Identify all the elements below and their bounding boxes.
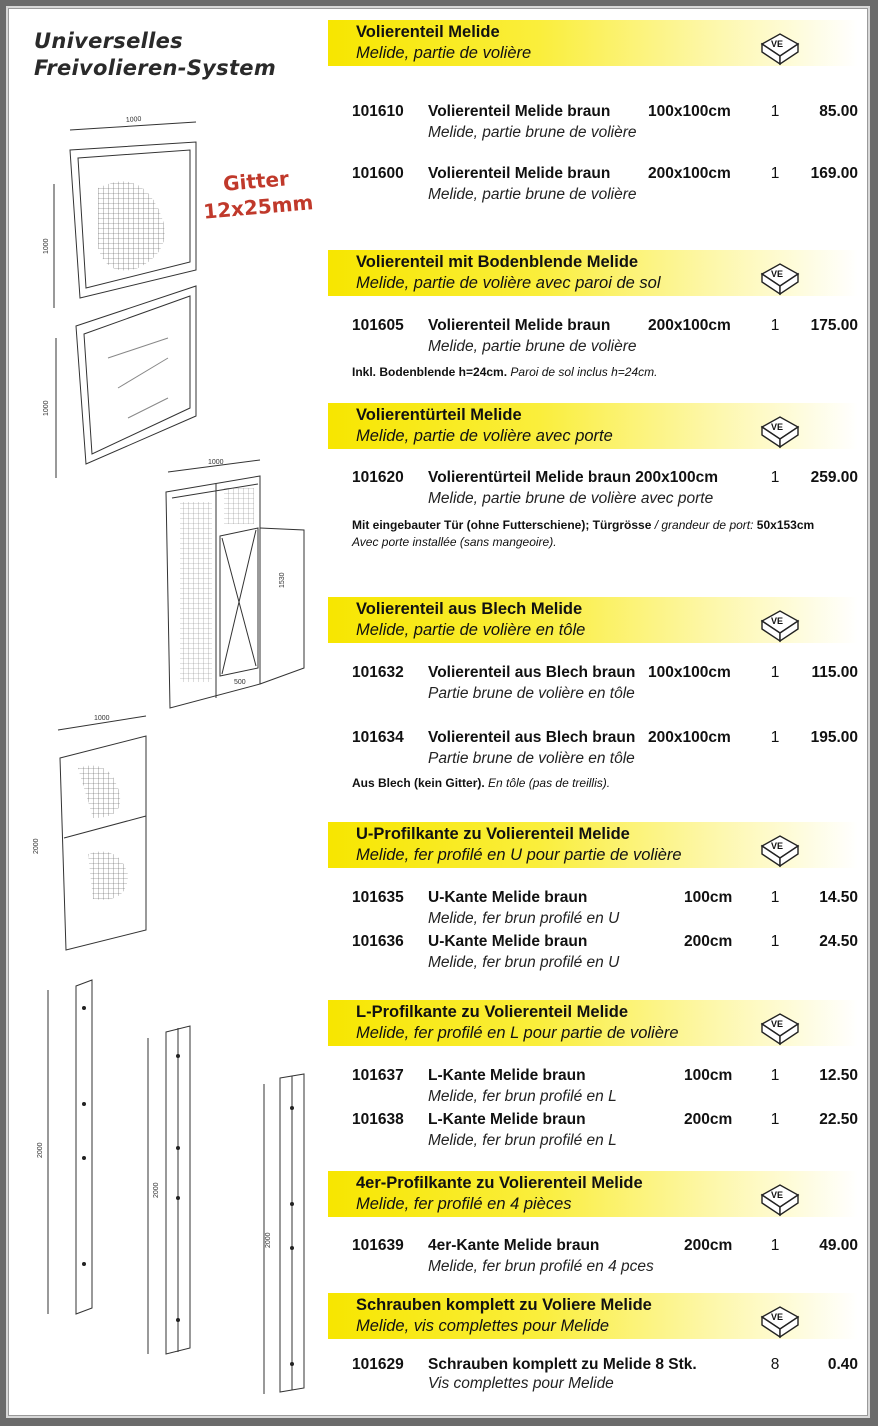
note-fr-2: Avec porte installée (sans mangeoire).	[352, 535, 557, 549]
product-size: 200x100cm	[648, 317, 731, 334]
product-description: L-Kante Melide braun	[428, 1111, 586, 1128]
svg-text:2000: 2000	[153, 1182, 160, 1198]
ve-package-icon	[758, 1303, 802, 1339]
article-number: 101629	[352, 1356, 404, 1373]
article-number: 101632	[352, 664, 404, 681]
ve-package-icon	[758, 1181, 802, 1217]
section-title-fr: Melide, vis complettes pour Melide	[356, 1317, 610, 1335]
article-number: 101605	[352, 317, 404, 334]
product-description-fr: Melide, fer brun profilé en 4 pces	[428, 1258, 654, 1275]
product-size: 100cm	[684, 889, 733, 906]
note-fr: / grandeur de port:	[654, 518, 754, 532]
product-description-fr: Melide, fer brun profilé en U	[428, 910, 620, 927]
product-description: Volierenteil Melide braun	[428, 103, 611, 120]
section-tuerteil	[328, 403, 858, 549]
product-price: 85.00	[819, 103, 858, 120]
product-qty: 1	[770, 317, 780, 334]
product-price: 169.00	[810, 165, 858, 182]
product-description-fr: Melide, partie brune de volière avec porte	[428, 490, 714, 507]
product-description: 4er-Kante Melide braun	[428, 1237, 600, 1254]
product-price: 22.50	[819, 1111, 858, 1128]
section-header	[328, 822, 858, 868]
product-qty: 1	[770, 889, 780, 906]
section-blech	[328, 597, 858, 790]
product-row	[328, 1067, 858, 1111]
svg-text:VE: VE	[771, 1312, 784, 1322]
section-title-de: Volierenteil mit Bodenblende Melide	[356, 253, 639, 271]
section-title-de: Schrauben komplett zu Voliere Melide	[356, 1296, 652, 1314]
ve-package-icon	[758, 1010, 802, 1046]
product-price: 0.40	[827, 1356, 858, 1373]
product-description-fr: Melide, partie brune de volière	[428, 338, 637, 355]
svg-text:VE: VE	[771, 841, 784, 851]
note-de: Inkl. Bodenblende h=24cm.	[352, 365, 508, 379]
product-row	[328, 933, 858, 977]
product-description-fr: Melide, fer brun profilé en L	[428, 1088, 617, 1105]
section-title-de: L-Profilkante zu Volierenteil Melide	[356, 1003, 628, 1021]
section-4er-profil	[328, 1171, 858, 1281]
article-number: 101610	[352, 103, 404, 120]
product-row	[328, 889, 858, 933]
svg-text:VE: VE	[771, 269, 784, 279]
product-qty: 1	[770, 103, 780, 120]
product-row	[328, 1237, 858, 1281]
note-fr: En tôle (pas de treillis).	[488, 776, 611, 790]
svg-text:500: 500	[234, 679, 246, 686]
section-title-de: U-Profilkante zu Volierenteil Melide	[356, 825, 630, 843]
note-de: Mit eingebauter Tür (ohne Futterschiene); Türgrösse	[352, 518, 652, 532]
section-bodenblende	[328, 250, 858, 379]
product-row	[328, 664, 858, 729]
section-title-de: Volierentürteil Melide	[356, 406, 522, 424]
panel-drawing-1	[43, 116, 196, 308]
product-description: Volierenteil Melide braun	[428, 317, 611, 334]
article-number: 101620	[352, 469, 404, 486]
product-size: 200x100cm	[648, 165, 731, 182]
product-description: U-Kante Melide braun	[428, 889, 588, 906]
article-number: 101600	[352, 165, 404, 182]
product-qty: 1	[770, 729, 780, 746]
section-note	[352, 517, 814, 534]
ve-package-icon	[758, 832, 802, 868]
panel-drawing-2	[43, 286, 196, 478]
svg-text:2000: 2000	[37, 1142, 44, 1158]
product-description: Volierentürteil Melide braun 200x100cm	[428, 469, 719, 486]
section-title-fr: Melide, fer profilé en U pour partie de volière	[356, 846, 682, 864]
product-price: 195.00	[810, 729, 858, 746]
product-row	[328, 165, 858, 209]
product-description-fr: Melide, partie brune de volière	[428, 186, 637, 203]
svg-text:VE: VE	[771, 616, 784, 626]
section-note	[352, 364, 657, 381]
svg-text:2000: 2000	[265, 1232, 272, 1248]
product-qty: 1	[770, 664, 780, 681]
section-title-fr: Melide, partie de volière avec paroi de sol	[356, 274, 661, 292]
product-row	[328, 469, 858, 513]
section-u-profil	[328, 822, 858, 977]
section-header	[328, 20, 858, 66]
brand-line-1: Universelles	[34, 29, 183, 53]
section-title-fr: Melide, fer profilé en L pour partie de volière	[356, 1024, 679, 1042]
section-title-de: Volierenteil Melide	[356, 23, 500, 41]
note-de: Aus Blech (kein Gitter).	[352, 776, 485, 790]
section-title-de: 4er-Profilkante zu Volierenteil Melide	[356, 1174, 643, 1192]
sheet-panel-drawing	[33, 715, 146, 950]
product-row	[328, 1356, 858, 1400]
profile-posts-drawing	[37, 980, 304, 1394]
product-size: 100x100cm	[648, 103, 731, 120]
product-description-fr: Partie brune de volière en tôle	[428, 750, 635, 767]
article-number: 101634	[352, 729, 404, 746]
product-price: 12.50	[819, 1067, 858, 1084]
section-title-de: Volierenteil aus Blech Melide	[356, 600, 583, 618]
product-size: 100cm	[684, 1067, 733, 1084]
section-header	[328, 1293, 858, 1339]
catalog-page	[6, 6, 870, 1418]
svg-text:VE: VE	[771, 39, 784, 49]
panel1-width-label: 1000	[125, 115, 142, 124]
product-size: 200cm	[684, 933, 733, 950]
product-row	[328, 1111, 858, 1155]
svg-text:1000: 1000	[43, 238, 50, 254]
svg-text:VE: VE	[771, 1190, 784, 1200]
product-qty: 1	[770, 469, 780, 486]
product-description-fr: Melide, fer brun profilé en U	[428, 954, 620, 971]
svg-text:1530: 1530	[279, 572, 286, 588]
section-note	[352, 775, 610, 792]
article-number: 101638	[352, 1111, 404, 1128]
product-price: 259.00	[810, 469, 858, 486]
section-header	[328, 1171, 858, 1217]
mesh-label: Gitter	[222, 166, 290, 196]
section-schrauben	[328, 1293, 858, 1400]
section-title-fr: Melide, partie de volière avec porte	[356, 427, 613, 445]
product-row	[328, 317, 858, 361]
section-header	[328, 403, 858, 449]
ve-package-icon	[758, 260, 802, 296]
product-price: 115.00	[811, 664, 858, 681]
product-size: 200x100cm	[648, 729, 731, 746]
article-number: 101637	[352, 1067, 404, 1084]
svg-text:1000: 1000	[208, 459, 224, 466]
product-price: 14.50	[819, 889, 858, 906]
product-qty: 1	[770, 933, 780, 950]
section-title-fr: Melide, partie de volière en tôle	[356, 621, 586, 639]
section-header	[328, 597, 858, 643]
product-row	[328, 103, 858, 165]
article-number: 101635	[352, 889, 404, 906]
article-number: 101639	[352, 1237, 404, 1254]
product-qty: 1	[770, 1111, 780, 1128]
product-description-fr: Melide, partie brune de volière	[428, 124, 637, 141]
product-price: 24.50	[819, 933, 858, 950]
section-header	[328, 250, 858, 296]
ve-package-icon	[758, 413, 802, 449]
product-qty: 1	[770, 1237, 780, 1254]
product-row	[328, 729, 858, 773]
brand-line-2: Freivolieren-System	[34, 56, 277, 80]
svg-text:1000: 1000	[43, 400, 50, 416]
product-size: 200cm	[684, 1237, 733, 1254]
product-price: 49.00	[819, 1237, 858, 1254]
product-description-fr: Melide, fer brun profilé en L	[428, 1132, 617, 1149]
technical-drawings	[8, 8, 338, 1418]
mesh-size: 12x25mm	[202, 190, 315, 224]
product-description: Volierenteil aus Blech braun	[428, 729, 636, 746]
product-size: 100x100cm	[648, 664, 731, 681]
ve-package-icon	[758, 30, 802, 66]
svg-text:2000: 2000	[33, 838, 40, 854]
section-title-fr: Melide, partie de volière	[356, 44, 532, 62]
section-note-fr	[352, 534, 557, 551]
product-price: 175.00	[810, 317, 858, 334]
article-number: 101636	[352, 933, 404, 950]
section-header	[328, 1000, 858, 1046]
ve-package-icon	[758, 607, 802, 643]
product-qty: 8	[770, 1356, 780, 1373]
section-volierenteil	[328, 20, 858, 209]
section-l-profil	[328, 1000, 858, 1155]
mesh-size-callout	[200, 163, 314, 224]
svg-text:1000: 1000	[94, 715, 110, 722]
product-description: L-Kante Melide braun	[428, 1067, 586, 1084]
note-fr: Paroi de sol inclus h=24cm.	[510, 365, 658, 379]
door-drawing	[166, 459, 304, 708]
product-description: Schrauben komplett zu Melide 8 Stk.	[428, 1356, 697, 1373]
product-description-fr: Partie brune de volière en tôle	[428, 685, 635, 702]
svg-text:VE: VE	[771, 1019, 784, 1029]
section-title-fr: Melide, fer profilé en 4 pièces	[356, 1195, 572, 1213]
product-description: U-Kante Melide braun	[428, 933, 588, 950]
product-description-fr: Vis complettes pour Melide	[428, 1375, 614, 1392]
product-qty: 1	[770, 165, 780, 182]
product-description: Volierenteil Melide braun	[428, 165, 611, 182]
product-description: Volierenteil aus Blech braun	[428, 664, 636, 681]
note-size: 50x153cm	[756, 518, 815, 532]
svg-text:VE: VE	[771, 422, 784, 432]
product-size: 200cm	[684, 1111, 733, 1128]
product-qty: 1	[770, 1067, 780, 1084]
